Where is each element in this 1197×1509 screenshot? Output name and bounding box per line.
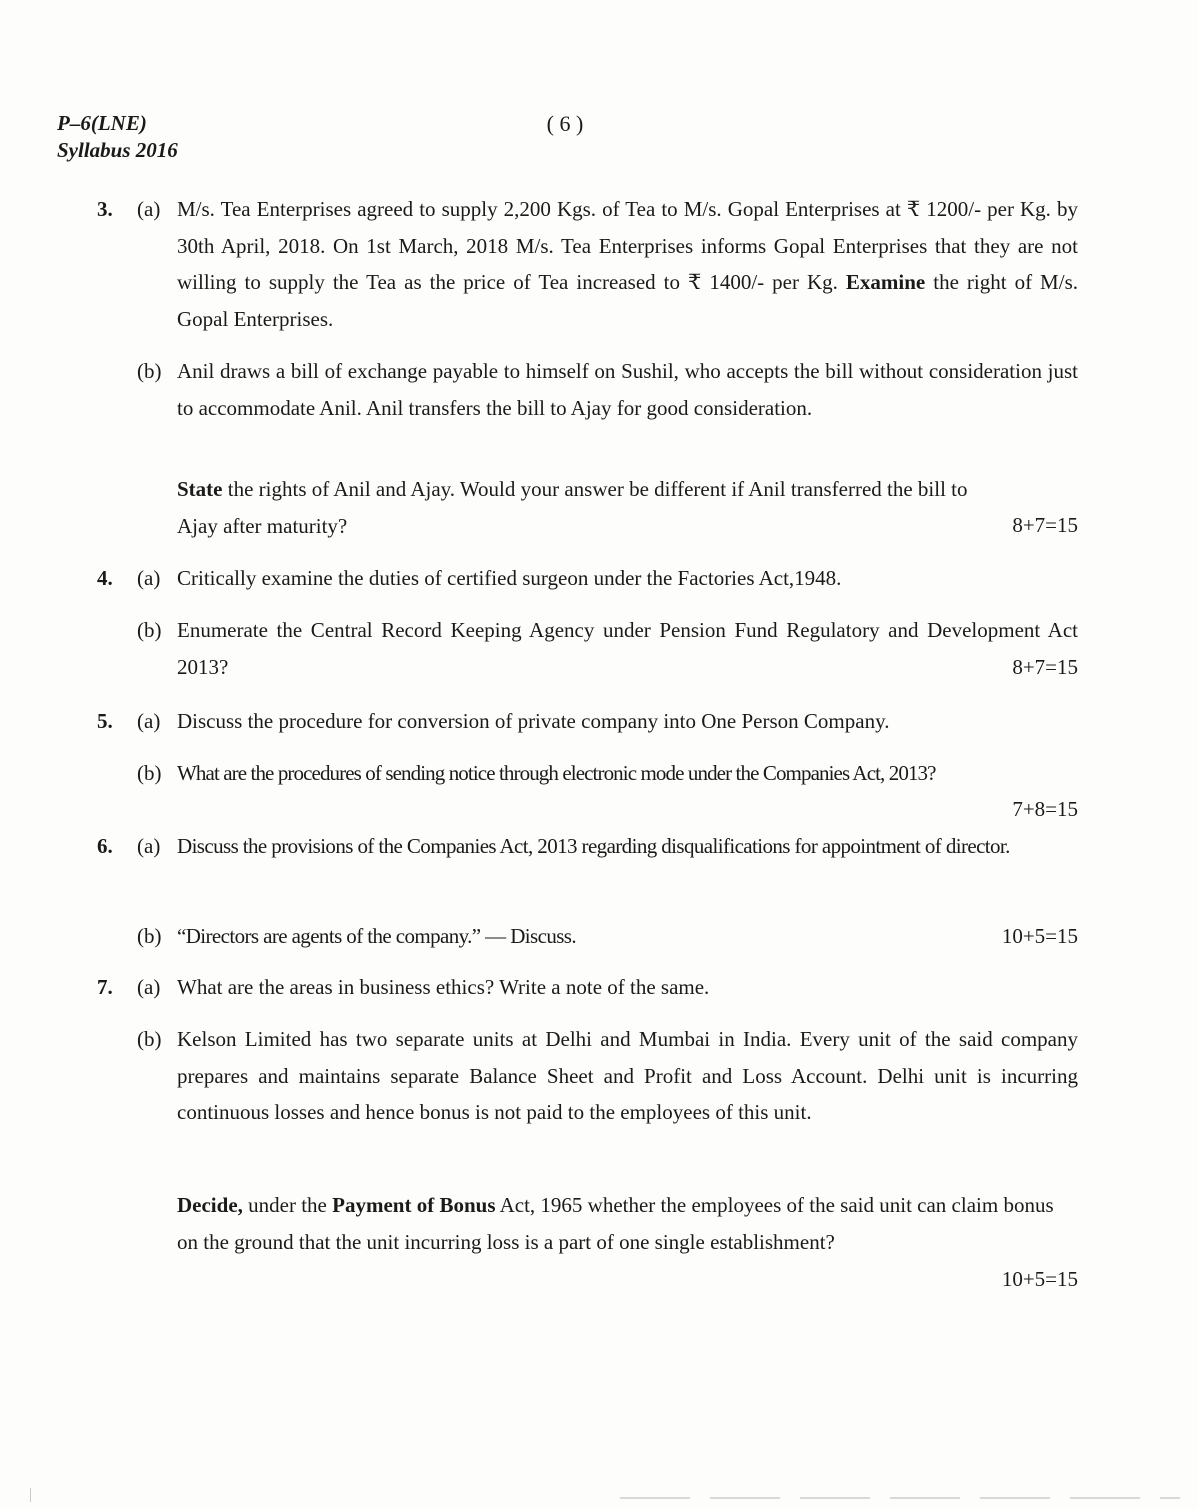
question-text: Kelson Limited has two separate units at Delhi and Mumbai in India. Every unit of the said company prepares and maintains separate Balance Sheet and Profit and Loss Account. Delhi unit is incurring continuous losses and hence bonus is not paid to the employees of this unit. (177, 1027, 1078, 1124)
part-label: (b) (137, 359, 162, 383)
marks: 7+8=15 (1012, 797, 1078, 821)
question-text: What are the areas in business ethics? Write a note of the same. (177, 975, 710, 999)
question-text: Discuss the procedure for conversion of private company into One Person Company. (177, 709, 890, 733)
question-text: Anil draws a bill of exchange payable to himself on Sushil, who accepts the bill without consideration just to accommodate Anil. Anil transfers the bill to Ajay for good consideration. (177, 359, 1078, 420)
page-header-left (57, 110, 178, 164)
part-label: (a) (137, 975, 161, 999)
question-text: Discuss the provisions of the Companies Act, 2013 regarding disqualifications for appointment of director. (177, 834, 1010, 858)
part-label: (b) (137, 1027, 162, 1051)
marks: 8+7=15 (1012, 513, 1078, 537)
paper-code: P–6(LNE) (57, 111, 147, 135)
text-run: M/s. Tea Enterprises agreed to supply 2,200 Kgs. of Tea to M/s. Gopal Enterprises at ₹ 1200/- per Kg. by 30th April, 2018. On 1st March, 2018 M/s. Tea Enterprises informs Gopal Enterprises that they are not willing to supply the Tea as the price of Tea increased to ₹ 1400/- per Kg. (177, 197, 1078, 294)
text-run: the rights of Anil and Ajay. Would your answer be different if Anil transferred the bill to Ajay after maturity? (177, 477, 968, 538)
part-label: (b) (137, 618, 162, 642)
question-number: 5. (97, 709, 113, 733)
question-number: 3. (97, 197, 113, 221)
syllabus-year: Syllabus 2016 (57, 138, 178, 162)
question-text (177, 1187, 1078, 1260)
part-label: (a) (137, 197, 161, 221)
instruction-word: Decide, (177, 1193, 243, 1217)
question-text (177, 471, 1078, 544)
scan-artifact (30, 1488, 31, 1502)
page-number: ( 6 ) (546, 111, 584, 136)
question-text: Enumerate the Central Record Keeping Agency under Pension Fund Regulatory and Development Act 2013? (177, 618, 1078, 679)
part-label: (b) (137, 924, 162, 948)
marks: 8+7=15 (1012, 655, 1078, 679)
question-number: 4. (97, 566, 113, 590)
question-text: “Directors are agents of the company.” — Discuss. (177, 924, 577, 948)
scan-artifact (620, 1497, 1180, 1499)
text-run: the right of M/s. Gopal Enterprises. (177, 270, 1078, 331)
marks: 10+5=15 (1001, 924, 1078, 948)
part-label: (a) (137, 709, 161, 733)
question-number: 6. (97, 834, 113, 858)
instruction-word: Examine (845, 270, 926, 294)
question-text: What are the procedures of sending notice through electronic mode under the Companies Act, 2013? (177, 761, 936, 785)
part-label: (a) (137, 566, 161, 590)
question-text: Critically examine the duties of certified surgeon under the Factories Act,1948. (177, 566, 842, 590)
marks: 10+5=15 (1001, 1267, 1078, 1291)
question-text (177, 191, 1078, 337)
question-number: 7. (97, 975, 113, 999)
part-label: (a) (137, 834, 161, 858)
part-label: (b) (137, 761, 162, 785)
text-run: under the (248, 1193, 327, 1217)
act-name: Payment of Bonus (332, 1193, 496, 1217)
text-run: Act, 1965 whether the employees of the said unit can claim bonus on the ground that the unit incurring loss is a part of one single establishment? (177, 1193, 1054, 1254)
instruction-word: State (177, 477, 223, 501)
